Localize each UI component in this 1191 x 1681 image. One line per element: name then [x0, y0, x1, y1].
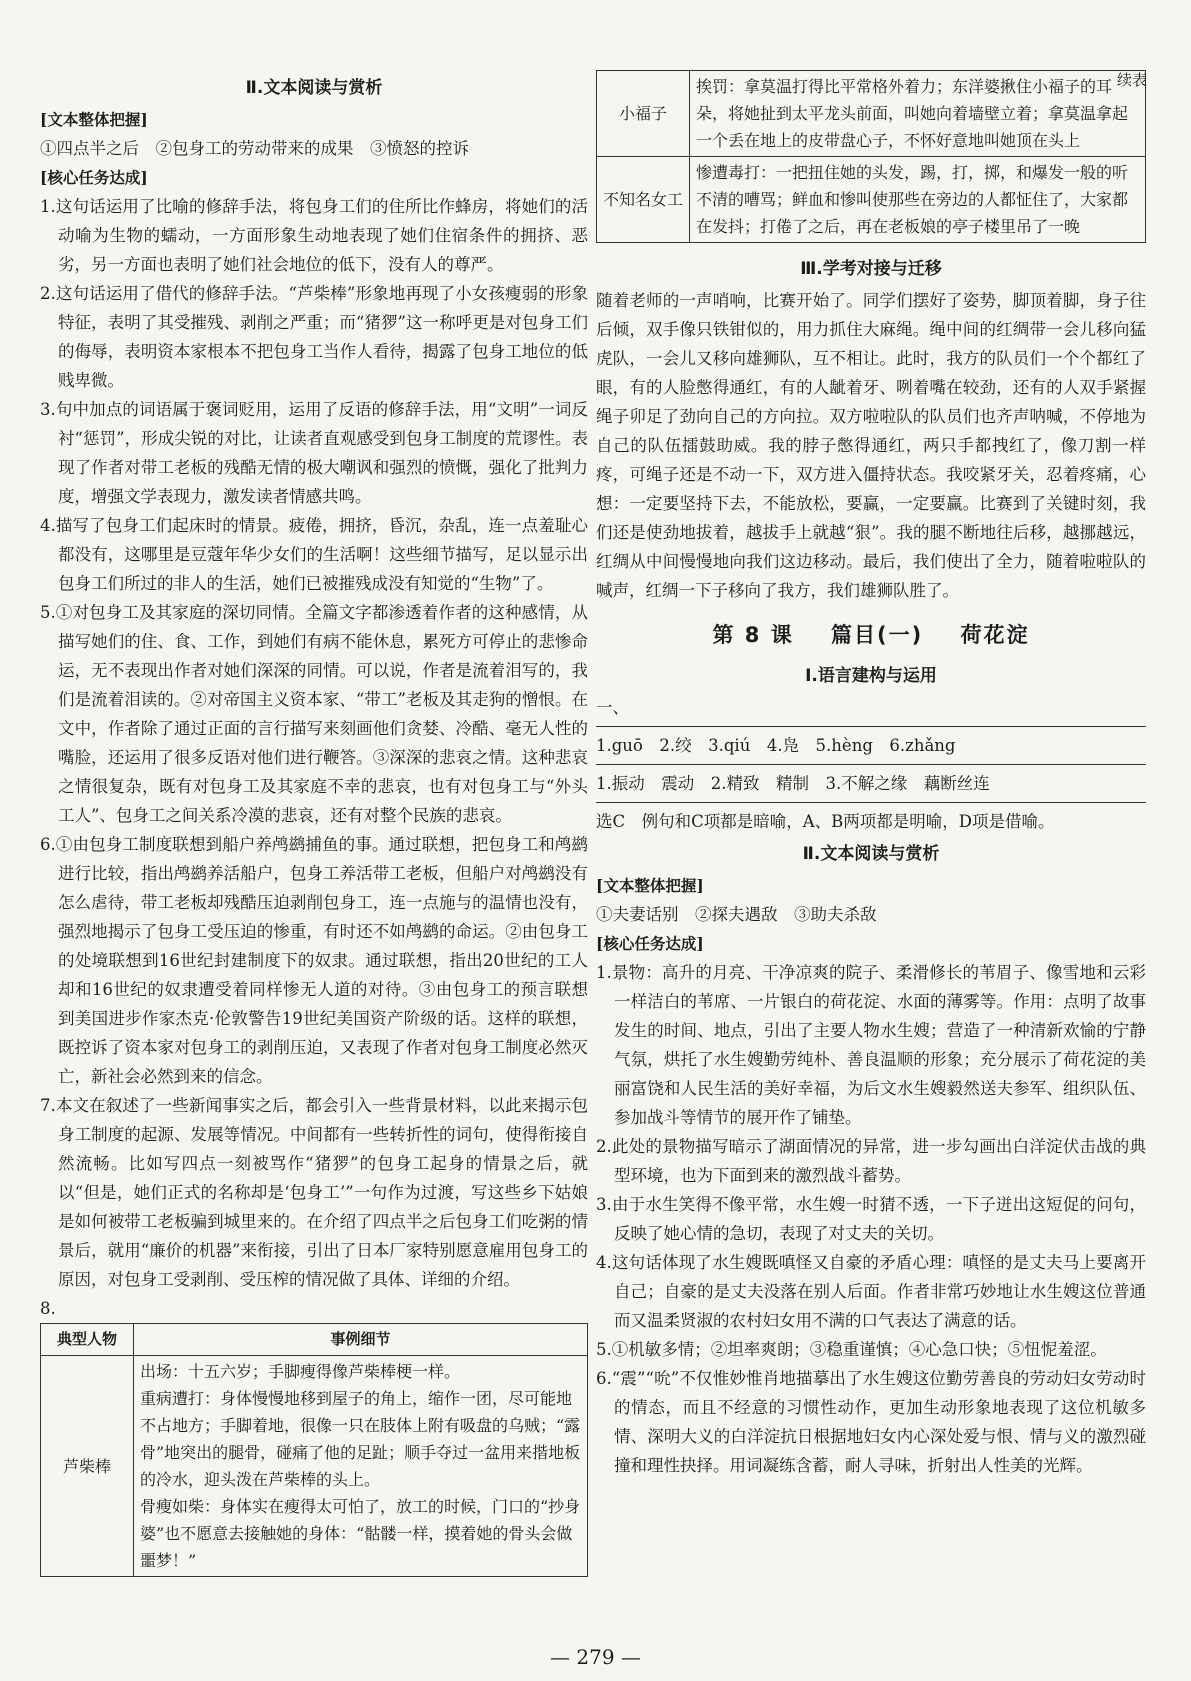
character-details: 挨罚：拿莫温打得比平常格外着力；东洋婆揪住小福子的耳朵，将她扯到太平龙头前面，叫她向着墙壁立着；拿莫温拿起一个丢在地上的皮带盘心子，不怀好意地叫她顶在头上	[690, 71, 1146, 157]
answer-item: 5.①机敏多情；②坦率爽朗；③稳重谨慎；④心急口快；⑤忸怩羞涩。	[596, 1340, 1107, 1359]
question-label: 一、	[596, 698, 629, 717]
answer-item: 5.①对包身工及其家庭的深切同情。全篇文字都渗透着作者的这种感情，从描写她们的住、食、工作，到她们有病不能休息，累死方可停止的悲惨命运，无不表现出作者对她们深深的同情。可以说，作者是流着泪写的，我们是流着泪读的。②对帝国主义资本家、“带工”老板及其走狗的憎恨。在文中，作者除了通过正面的言行描写来刻画他们贪婪、冷酷、毫无人性的嘴脸，还运用了很多反语对他们进行鞭答。③深深的悲哀之情。这种悲哀之情很复杂，既有对包身工及其家庭不幸的悲哀，也有对包身工与“外头工人”、包身工之间关系冷漠的悲哀，还有对整个民族的悲哀。	[40, 603, 588, 825]
detail-line: 重病遭打：身体慢慢地移到屋子的角上，缩作一团，尽可能地不占地方；手脚着地，很像一只在肢体上附有吸盘的乌贼；“露骨”地突出的腿骨，碰痛了他的足趾；顺手夺过一盆用来揩地板的冷水，迎头泼在芦柴棒的头上。	[140, 1389, 581, 1489]
divider	[596, 764, 1146, 765]
character-details	[134, 1356, 588, 1577]
answer-item: 1.景物：高升的月亮、干净凉爽的院子、柔滑修长的苇眉子、像雪地和云彩一样洁白的苇席、一片银白的荷花淀、水面的薄雾等。作用：点明了故事发生的时间、地点，引出了主要人物水生嫂；营造了一种清新欢愉的宁静气氛，烘托了水生嫂勤劳纯朴、善良温顺的形象；充分展示了荷花淀的美丽富饶和人民生活的美好幸福，为后文水生嫂毅然送夫参军、组织队伍、参加战斗等情节的展开作了铺垫。	[596, 963, 1146, 1127]
table-header: 事例细节	[134, 1324, 588, 1356]
continued-label: 续表	[1116, 71, 1147, 89]
answer-item: 8.	[40, 1299, 56, 1318]
character-name: 芦柴棒	[41, 1356, 134, 1577]
page-number: — 279 —	[550, 1645, 641, 1669]
lesson-name: 荷花淀	[960, 623, 1030, 647]
table-header-row	[41, 1324, 588, 1356]
answer-item: 6.①由包身工制度联想到船户养鸬鹚捕鱼的事。通过联想，把包身工和鸬鹚进行比较，指出鸬鹚养活船户，包身工养活带工老板，但船户对鸬鹚没有怎么虐待，带工老板却残酷压迫剥削包身工，连一点施与的温情也没有，强烈地揭示了包身工受压迫的惨重，有时还不如鸬鹚的命运。②由包身工的处境联想到16世纪封建制度下的奴隶。通过联想，指出20世纪的工人却和16世纪的奴隶遭受着同样惨无人道的对待。③由包身工的预言联想到美国进步作家杰克·伦敦警告19世纪美国资产阶级的话。这样的联想，既控诉了资本家对包身工的剥削压迫，又表现了作者对包身工制度必然灭亡，新社会必然到来的信念。	[40, 835, 588, 1086]
table-header: 典型人物	[41, 1324, 134, 1356]
answer-item: 4.这句话体现了水生嫂既嗔怪又自豪的矛盾心理：嗔怪的是丈夫马上要离开自己；自豪的是丈夫没落在别人后面。作者非常巧妙地让水生嫂这位普通而又温柔贤淑的农村妇女用不满的口气表达了满意的话。	[596, 1253, 1146, 1330]
tag-overall: [文本整体把握]	[596, 876, 704, 895]
character-name: 小福子	[597, 71, 690, 157]
character-table	[40, 1323, 588, 1577]
answer-item: 选C 例句和C项都是暗喻，A、B两项都是明喻，D项是借喻。	[596, 812, 1055, 831]
answer-item: 1.guō 2.绞 3.qiú 4.凫 5.hèng 6.zhǎng	[596, 736, 956, 755]
tag-overall: [文本整体把握]	[40, 110, 148, 129]
overall-answer: ①四点半之后 ②包身工的劳动带来的成果 ③愤怒的控诉	[40, 139, 469, 158]
tag-core: [核心任务达成]	[596, 934, 704, 953]
section-heading: Ⅲ.学考对接与迁移	[800, 259, 942, 279]
character-name: 不知名女工	[597, 157, 690, 243]
migration-passage: 随着老师的一声哨响，比赛开始了。同学们摆好了姿势，脚顶着脚，身子往后倾，双手像只铁钳似的，用力抓住大麻绳。绳中间的红绸带一会儿移向猛虎队，一会儿又移向雄狮队，互不相让。此时，我方的队员们一个个都红了眼，有的人脸憋得通红，有的人龇着牙、咧着嘴在较劲，还有的人双手紧握绳子卯足了劲向自己的方向拉。双方啦啦队的队员们也齐声呐喊，不停地为自己的队伍擂鼓助威。我的脖子憋得通红，两只手都拽红了，像刀割一样疼，可绳子还是不动一下，双方进入僵持状态。我咬紧牙关，忍着疼痛，心想：一定要坚持下去，不能放松，要赢，一定要赢。比赛到了关键时刻，我们还是使劲地拔着，越拔手上就越“狠”。我的腿不断地往后移，越挪越远，红绸从中间慢慢地向我们这边移动。最后，我们使出了全力，随着啦啦队的喊声，红绸一下子移向了我方，我们雄狮队胜了。	[596, 291, 1146, 600]
answer-item: 2.这句话运用了借代的修辞手法。“芦柴棒”形象地再现了小女孩瘦弱的形象特征，表明了其受摧残、剥削之严重；而“猪猡”这一称呼更是对包身工们的侮辱，表明资本家根本不把包身工当作人看待，揭露了包身工地位的低贱卑微。	[40, 284, 588, 390]
answer-item: 1.这句话运用了比喻的修辞手法，将包身工们的住所比作蜂房，将她们的活动喻为生物的蠕动，一方面形象生动地表现了她们住宿条件的拥挤、恶劣，另一方面也表明了她们社会地位的低下，没有人的尊严。	[40, 197, 588, 274]
answer-item: 4.描写了包身工们起床时的情景。疲倦，拥挤，昏沉，杂乱，连一点羞耻心都没有，这哪里是豆蔻年华少女们的生活啊！这些细节描写，足以显示出包身工们所过的非人的生活，她们已被摧残成没有知觉的“生物”了。	[40, 516, 588, 593]
overall-answer: ①夫妻话别 ②探夫遇敌 ③助夫杀敌	[596, 905, 877, 924]
section-heading: Ⅰ.语言建构与运用	[805, 666, 937, 686]
character-table-continued	[596, 70, 1146, 243]
right-column	[596, 70, 1146, 1480]
section-heading: Ⅱ.文本阅读与赏析	[802, 844, 940, 864]
table-row	[597, 71, 1146, 157]
left-column	[40, 70, 588, 1577]
answer-item: 2.此处的景物描写暗示了湖面情况的异常，进一步勾画出白洋淀伏击战的典型环境，也为下面到来的激烈战斗蓄势。	[596, 1137, 1146, 1185]
answer-item: 7.本文在叙述了一些新闻事实之后，都会引入一些背景材料，以此来揭示包身工制度的起源、发展等情况。中间都有一些转折性的词句，使得衔接自然流畅。比如写四点一刻被骂作“猪猡”的包身工起身的情景之后，就以“但是，她们正式的名称却是‘包身工’”一句作为过渡，写这些乡下姑娘是如何被带工老板骗到城里来的。在介绍了四点半之后包身工们吃粥的情景后，就用“廉价的机器”来衔接，引出了日本厂家特别愿意雇用包身工的原因，对包身工受剥削、受压榨的情况做了具体、详细的介绍。	[40, 1096, 588, 1289]
character-details: 惨遭毒打：一把扭住她的头发，踢，打，掷，和爆发一般的听不清的嘈骂；鲜血和惨叫使那些在旁边的人都怔住了，大家都在发抖；打倦了之后，再在老板娘的亭子楼里吊了一晚	[690, 157, 1146, 243]
section-heading: Ⅱ.文本阅读与赏析	[245, 78, 383, 98]
lesson-number: 第 8 课	[712, 623, 794, 647]
detail-line: 骨瘦如柴：身体实在瘦得太可怕了，放工的时候，门口的“抄身婆”也不愿意去接触她的身体：“骷髅一样，摸着她的骨头会做噩梦！”	[140, 1497, 581, 1570]
table-row	[41, 1356, 588, 1577]
answer-item: 3.由于水生笑得不像平常，水生嫂一时猜不透，一下子迸出这短促的问句，反映了她心情的急切，表现了对丈夫的关切。	[596, 1195, 1146, 1243]
answer-item: 3.句中加点的词语属于褒词贬用，运用了反语的修辞手法，用“文明”一词反衬“惩罚”，形成尖锐的对比，让读者直观感受到包身工制度的荒谬性。表现了作者对带工老板的残酷无情的极大嘲讽和强烈的愤慨，强化了批判力度，增强文学表现力，激发读者情感共鸣。	[40, 400, 588, 506]
divider	[596, 726, 1146, 727]
detail-line: 出场：十五六岁；手脚瘦得像芦柴棒梗一样。	[140, 1362, 461, 1381]
answer-item: 6.“震”“吮”不仅惟妙惟肖地描摹出了水生嫂这位勤劳善良的劳动妇女劳动时的情态，而且不经意的习惯性动作，更加生动形象地表现了这位机敏多情、深明大义的白洋淀抗日根据地妇女内心深处爱与恨、情与义的激烈碰撞和理性抉择。用词凝练含蓄，耐人寻味，折射出人性美的光辉。	[596, 1369, 1146, 1475]
table-row	[597, 157, 1146, 243]
lesson-unit: 篇目(一)	[831, 623, 924, 647]
lesson-title	[596, 621, 1146, 650]
answer-item: 1.振动 震动 2.精致 精制 3.不解之缘 藕断丝连	[596, 774, 990, 793]
tag-core: [核心任务达成]	[40, 168, 148, 187]
divider	[596, 802, 1146, 803]
